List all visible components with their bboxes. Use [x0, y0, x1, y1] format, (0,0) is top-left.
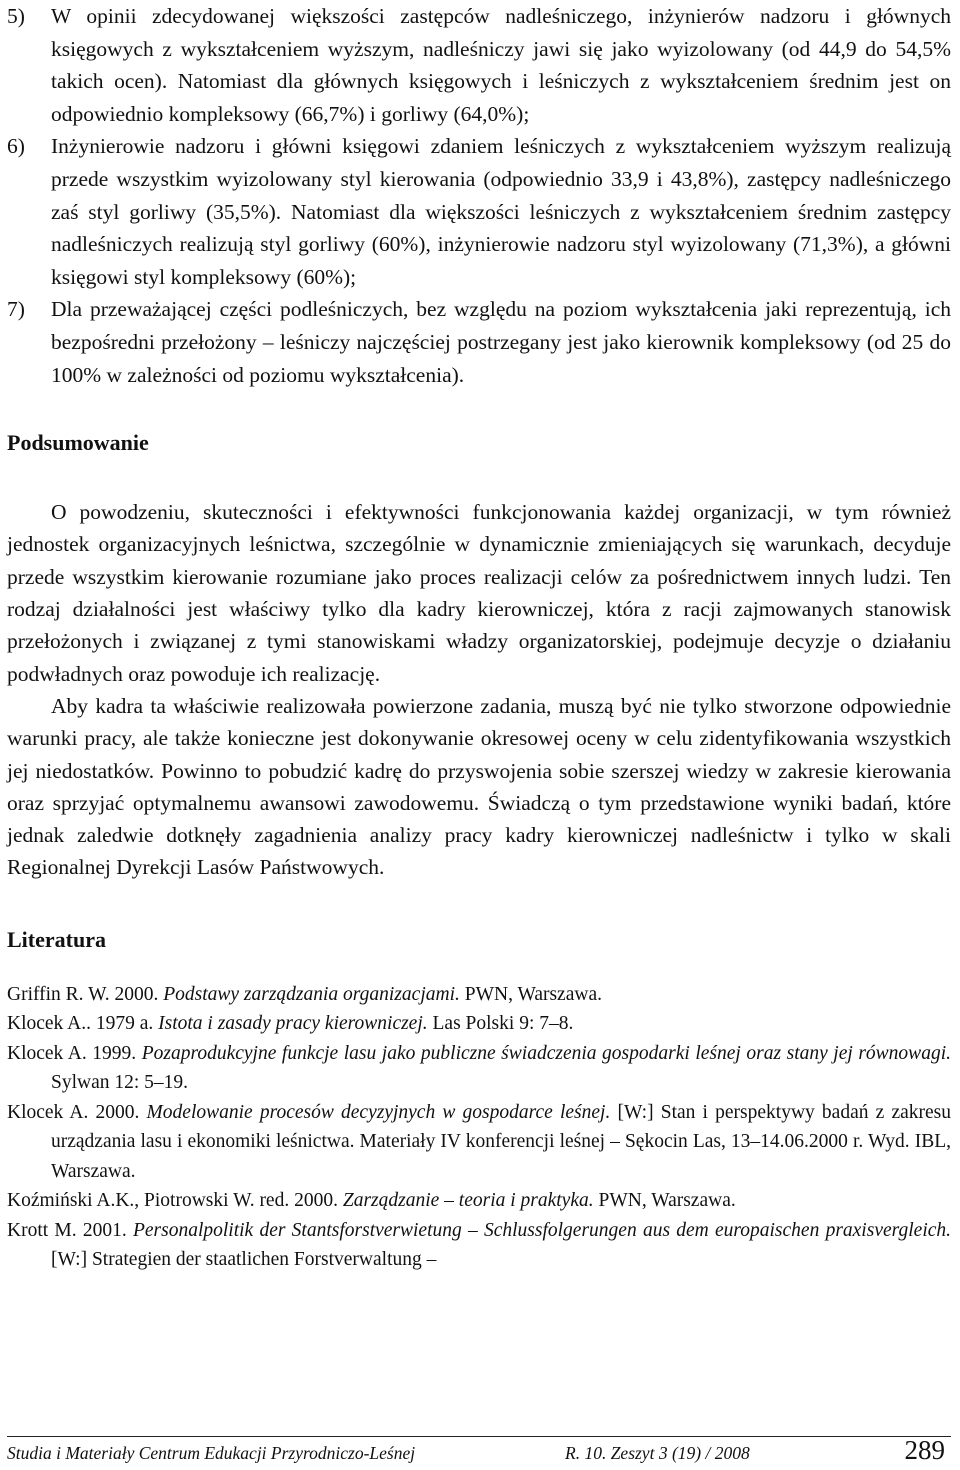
reference-source: [W:] Stan i perspektywy badań z zakresu urządzania lasu i ekonomiki leśnictwa. Materiały IV konferencji leśnej – Sękocin Las, 13–14.06.2000 r. Wyd. IBL, Warszawa.	[51, 1101, 952, 1182]
reference-item	[7, 980, 951, 1010]
list-item	[7, 130, 951, 293]
page-number: 289	[904, 1435, 945, 1465]
reference-source: [W:] Strategien der staatlichen Forstverwaltung –	[51, 1249, 437, 1271]
reference-item	[7, 1186, 951, 1216]
findings-list	[7, 0, 951, 391]
page-footer	[7, 1435, 951, 1470]
reference-author-year: Klocek A. 2000.	[7, 1101, 147, 1123]
reference-source: Sylwan 12: 5–19.	[51, 1072, 189, 1094]
section-heading-literature: Literatura	[7, 926, 106, 952]
reference-item	[7, 1039, 951, 1098]
summary-paragraph: Aby kadra ta właściwie realizowała powierzone zadania, muszą być nie tylko stworzone odpowiednie warunki pracy, ale także konieczne jest dokonywanie okresowej oceny w celu zidentyfikowania wszystkich jej niedostatków. Powinno to pobudzić kadrę do przyswojenia sobie szerszej wiedzy w zakresie kierowania oraz sprzyjać optymalnemu awansowi zawodowemu. Świadczą o tym przedstawione wyniki badań, które jednak zaledwie dotknęły zagadnienia analizy pracy kadry kierowniczej nadleśnictw i tylko w skali Regionalnej Dyrekcji Lasów Państwowych.	[7, 693, 951, 880]
reference-title: Istota i zasady pracy kierowniczej.	[158, 1013, 428, 1035]
reference-item	[7, 1216, 951, 1275]
list-item-number: 5)	[7, 4, 25, 28]
reference-title: Podstawy zarządzania organizacjami.	[163, 983, 460, 1005]
reference-author-year: Klocek A.. 1979 a.	[7, 1013, 159, 1035]
reference-source: PWN, Warszawa.	[459, 983, 602, 1005]
summary-paragraph: O powodzeniu, skuteczności i efektywności funkcjonowania każdej organizacji, w tym również jednostek organizacyjnych leśnictwa, szczególnie w dynamicznie zmieniających się warunkach, decyduje przede wszystkim kierowanie rozumiane jako proces realizacji celów za pośrednictwem innych ludzi. Ten rodzaj działalności jest właściwy tylko dla kadry kierowniczej, która z racji zajmowanych stanowisk przełożonych i związanej z tymi stanowiskami władzy organizatorskiej, podejmuje decyzje o działaniu podwładnych oraz powoduje ich realizację.	[7, 500, 951, 686]
list-item-text: W opinii zdecydowanej większości zastępców nadleśniczego, inżynierów nadzoru i głównych księgowych z wykształceniem wyższym, nadleśniczy jawi się jako wyizolowany (od 44,9 do 54,5% takich ocen). Natomiast dla głównych księgowych i leśniczych z wykształceniem średnim jest on odpowiednio kompleksowy (66,7%) i gorliwy (64,0%);	[51, 4, 951, 126]
reference-author-year: Krott M. 2001.	[7, 1219, 133, 1241]
reference-author-year: Griffin R. W. 2000.	[7, 983, 164, 1005]
reference-item	[7, 1098, 951, 1187]
list-item	[7, 0, 951, 130]
list-item-text: Dla przeważającej części podleśniczych, bez względu na poziom wykształcenia jaki reprezentują, ich bezpośredni przełożony – leśniczy najczęściej postrzegany jest jako kierownik kompleksowy (od 25 do 100% w zależności od poziomu wykształcenia).	[51, 297, 951, 387]
reference-author-year: Klocek A. 1999.	[7, 1042, 142, 1064]
reference-title: Personalpolitik der Stantsforstverwietung – Schlussfolgerungen aus dem europaischen praxisvergleich.	[132, 1219, 952, 1241]
reference-source: PWN, Warszawa.	[593, 1190, 736, 1212]
reference-source: Las Polski 9: 7–8.	[427, 1013, 574, 1035]
reference-list	[7, 980, 951, 1275]
reference-title: Pozaprodukcyjne funkcje lasu jako publiczne świadczenia gospodarki leśnej oraz stany jej równowagi.	[141, 1042, 951, 1064]
reference-item	[7, 1009, 951, 1039]
summary-body	[7, 496, 951, 884]
reference-title: Modelowanie procesów decyzyjnych w gospodarce leśnej.	[146, 1101, 611, 1123]
reference-author-year: Koźmiński A.K., Piotrowski W. red. 2000.	[7, 1190, 343, 1212]
list-item	[7, 293, 951, 391]
footer-divider	[7, 1436, 951, 1437]
list-item-text: Inżynierowie nadzoru i główni księgowi zdaniem leśniczych z wykształceniem wyższym realizują przede wszystkim wyizolowany styl kierowania (odpowiednio 33,9 i 43,8%), zastępcy nadleśniczego zaś styl gorliwy (35,5%). Natomiast dla większości leśniczych z wykształceniem średnim zastępcy nadleśniczych realizują styl gorliwy (60%), inżynierowie nadzoru styl wyizolowany (71,3%), a główni księgowi styl kompleksowy (60%);	[51, 134, 951, 289]
list-item-number: 6)	[7, 134, 25, 159]
list-item-number: 7)	[7, 297, 25, 322]
reference-title: Zarządzanie – teoria i praktyka.	[342, 1190, 594, 1212]
footer-journal-name: Studia i Materiały Centrum Edukacji Przyrodniczo-Leśnej	[7, 1443, 416, 1463]
document-page	[7, 0, 951, 1275]
footer-issue: R. 10. Zeszyt 3 (19) / 2008	[565, 1443, 750, 1463]
section-heading-summary: Podsumowanie	[7, 430, 149, 456]
